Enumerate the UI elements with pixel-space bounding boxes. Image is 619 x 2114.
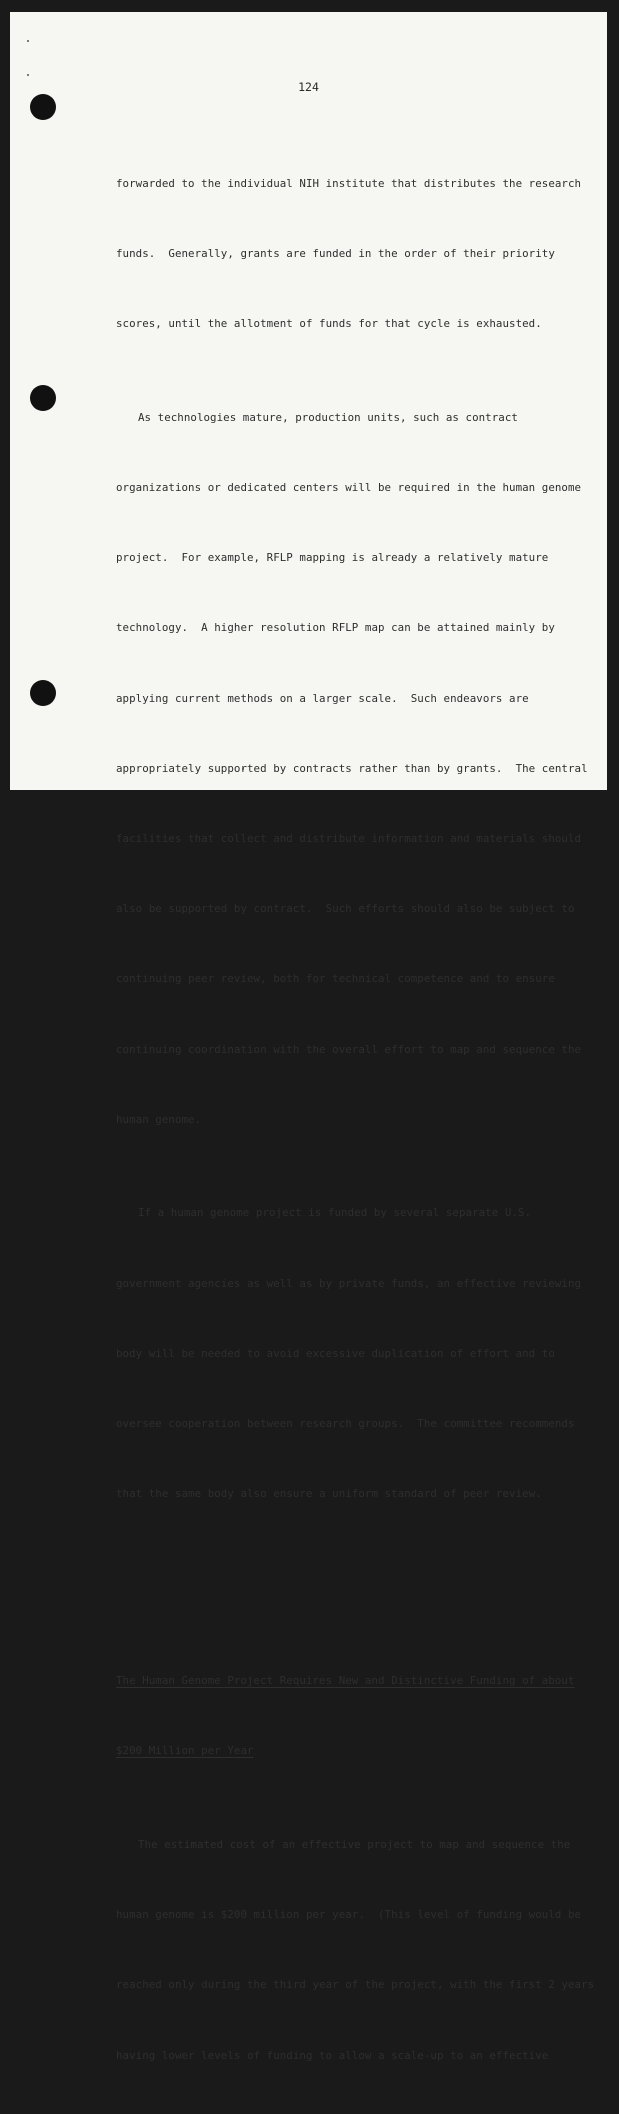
text-line: applying current methods on a larger scale. Such endeavors are — [116, 691, 529, 705]
speck-mark — [27, 40, 29, 42]
text-line: oversee cooperation between research groups. The committee recommends — [116, 1417, 575, 1431]
section-gap — [116, 1576, 556, 1599]
text-line: human genome is $200 million per year. (This level of funding would be — [116, 1908, 582, 1922]
text-line: forwarded to the individual NIH institute that distributes the research — [116, 176, 582, 190]
text-line: organizations or dedicated centers will be required in the human genome — [116, 481, 582, 495]
text-line: also be supported by contract. Such efforts should also be subject to — [116, 902, 575, 916]
punch-hole-middle — [30, 385, 56, 411]
punch-hole-top — [30, 94, 56, 120]
text-line: If a human genome project is funded by several separate U.S. — [138, 1206, 532, 1220]
text-line: funds. Generally, grants are funded in the order of their priority — [116, 247, 555, 261]
text-line: scores, until the allotment of funds for that cycle is exhausted. — [116, 317, 542, 331]
text-line: facilities that collect and distribute information and materials should — [116, 832, 582, 846]
body-text — [116, 125, 595, 2114]
text-line: project. For example, RFLP mapping is already a relatively mature — [116, 551, 549, 565]
text-line: continuing coordination with the overall effort to map and sequence the — [116, 1042, 582, 1056]
section-heading: $200 Million per Year — [116, 1744, 254, 1758]
page-number: 124 — [298, 80, 319, 94]
text-line: government agencies as well as by private funds, an effective reviewing — [116, 1276, 582, 1290]
text-line: that the same body also ensure a uniform standard of peer review. — [116, 1487, 542, 1501]
text-line: appropriately supported by contracts rather than by grants. The central — [116, 761, 588, 775]
text-line: reached only during the third year of the project, with the first 2 years — [116, 1978, 595, 1992]
text-line: As technologies mature, production units, such as contract — [138, 410, 518, 424]
text-line: The estimated cost of an effective project to map and sequence the — [138, 1837, 571, 1851]
speck-mark — [27, 74, 29, 76]
section-heading: The Human Genome Project Requires New and Distinctive Funding of about — [116, 1674, 575, 1688]
punch-hole-bottom — [30, 680, 56, 706]
text-line: technology. A higher resolution RFLP map can be attained mainly by — [116, 621, 555, 635]
text-line: continuing peer review, both for technical competence and to ensure — [116, 972, 555, 986]
document-page — [10, 12, 607, 2062]
text-line: having lower levels of funding to allow a scale-up to an effective — [116, 2048, 549, 2062]
text-line: body will be needed to avoid excessive duplication of effort and to — [116, 1346, 555, 1360]
text-line: human genome. — [116, 1112, 202, 1126]
